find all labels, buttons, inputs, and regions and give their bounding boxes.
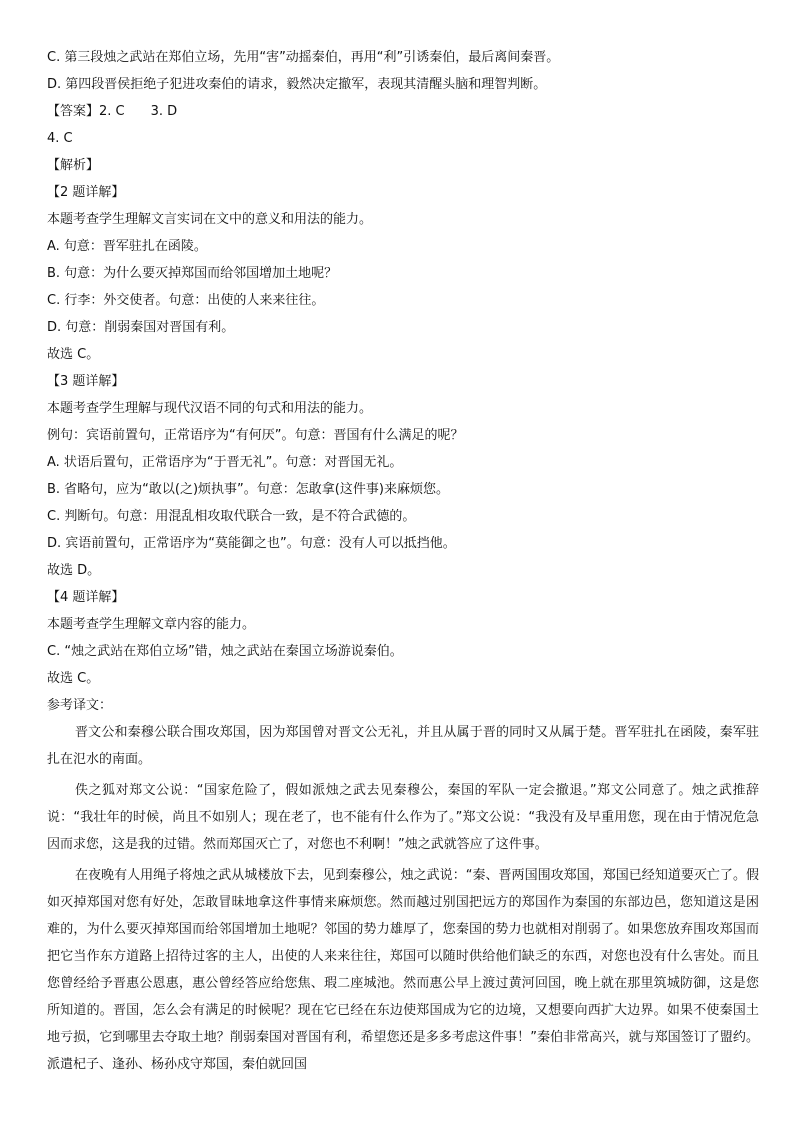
option-d-line: D. 第四段晋侯拒绝子犯进攻秦伯的请求，毅然决定撤军，表现其清醒头脑和理智判断。	[47, 77, 547, 92]
q3-option-d: D. 宾语前置句，正常语序为“莫能御之也”。句意：没有人可以抵挡他。	[47, 536, 456, 551]
q4-conclusion: 故选 C。	[47, 671, 100, 686]
translation-paragraph-2: 佚之狐对郑文公说：“国家危险了，假如派烛之武去见秦穆公，秦国的军队一定会撤退。”郑文公同意了。烛之武推辞说：“我壮年的时候，尚且不如别人；现在老了，也不能有什么作为了。”郑文公说：“我没有及早重用您，现在由于情况危急因而求您，这是我的过错。然而郑国灭亡了，对您也不利啊！”烛之武就答应了这件事。	[47, 783, 759, 852]
q2-conclusion: 故选 C。	[47, 347, 100, 362]
q2-option-a: A. 句意：晋军驻扎在函陵。	[47, 239, 207, 254]
q2-intro: 本题考查学生理解文言实词在文中的意义和用法的能力。	[47, 212, 373, 227]
q2-option-b: B. 句意：为什么要灭掉郑国而给邻国增加土地呢？	[47, 266, 338, 281]
q3-option-a: A. 状语后置句，正常语序为“于晋无礼”。句意：对晋国无礼。	[47, 455, 403, 470]
q3-conclusion: 故选 D。	[47, 563, 101, 578]
translation-paragraph-1: 晋文公和秦穆公联合围攻郑国，因为郑国曾对晋文公无礼，并且从属于晋的同时又从属于楚。晋军驻扎在函陵，秦军驻扎在氾水的南面。	[47, 725, 759, 767]
q2-option-c: C. 行李：外交使者。句意：出使的人来来往往。	[47, 293, 325, 308]
q3-heading: 【3 题详解】	[47, 374, 125, 389]
q3-option-b: B. 省略句，应为“敢以(之)烦执事”。句意：怎敢拿(这件事)来麻烦您。	[47, 482, 449, 497]
q2-heading: 【2 题详解】	[47, 185, 125, 200]
q3-example: 例句：宾语前置句，正常语序为“有何厌”。句意：晋国有什么满足的呢？	[47, 428, 464, 443]
translation-paragraph-3: 在夜晚有人用绳子将烛之武从城楼放下去，见到秦穆公，烛之武说：“秦、晋两国围攻郑国，郑国已经知道要灭亡了。假如灭掉郑国对您有好处，怎敢冒昧地拿这件事情来麻烦您。然而越过别国把远方的郑国作为秦国的东部边邑，您知道这是困难的，为什么要灭掉郑国而给邻国增加土地呢？邻国的势力雄厚了，您秦国的势力也就相对削弱了。如果您放弃围攻郑国而把它当作东方道路上招待过客的主人，出使的人来来往往，郑国可以随时供给他们缺乏的东西，对您也没有什么害处。而且您曾经给予晋惠公恩惠，惠公曾经答应给您焦、瑕二座城池。然而惠公早上渡过黄河回国，晚上就在那里筑城防御，这是您所知道的。晋国，怎么会有满足的时候呢？现在它已经在东边使郑国成为它的边境，又想要向西扩大边界。如果不使秦国土地亏损，它到哪里去夺取土地？削弱秦国对晋国有利，希望您还是多多考虑这件事！”秦伯非常高兴，就与郑国签订了盟约。派遣杞子、逢孙、杨孙戍守郑国，秦伯就回国	[47, 868, 759, 1072]
q3-option-c: C. 判断句。句意：用混乱相攻取代联合一致，是不符合武德的。	[47, 509, 416, 524]
answer-line: 【答案】2. C 3. D	[47, 104, 178, 119]
q4-intro: 本题考查学生理解文章内容的能力。	[47, 617, 256, 632]
option-c-line: C. 第三段烛之武站在郑伯立场，先用“害”动摇秦伯，再用“利”引诱秦伯，最后离间秦晋。	[47, 50, 560, 65]
q4-option-c: C. “烛之武站在郑伯立场”错，烛之武站在秦国立场游说秦伯。	[47, 644, 403, 659]
q2-option-d: D. 句意：削弱秦国对晋国有利。	[47, 320, 235, 335]
q3-intro: 本题考查学生理解与现代汉语不同的句式和用法的能力。	[47, 401, 373, 416]
answer-4-line: 4. C	[47, 131, 73, 146]
q4-heading: 【4 题详解】	[47, 590, 125, 605]
analysis-heading: 【解析】	[47, 158, 100, 173]
translation-heading: 参考译文：	[47, 698, 113, 713]
